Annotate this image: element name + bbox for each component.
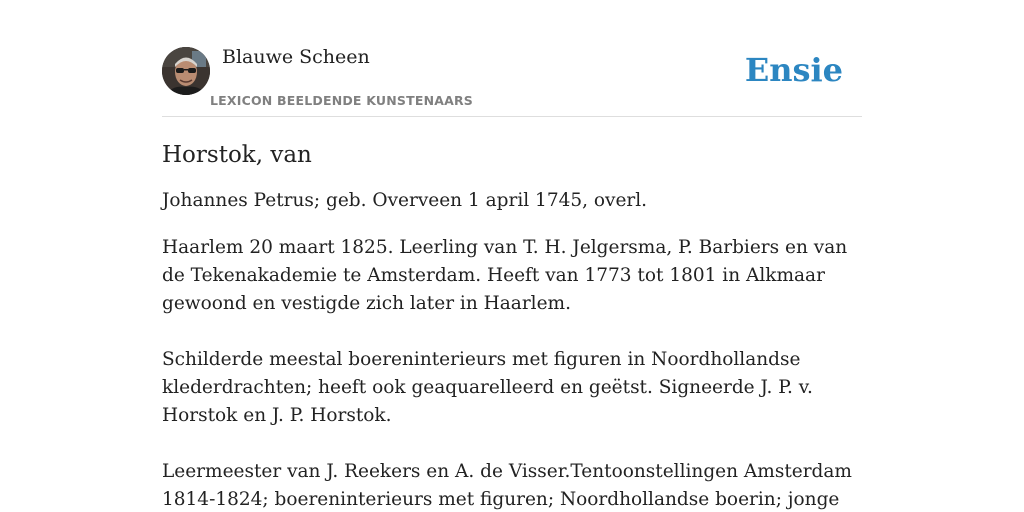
article	[162, 138, 862, 512]
entry-intro: Johannes Petrus; geb. Overveen 1 april 1745, overl.	[162, 190, 648, 211]
entry-title: Horstok, van	[162, 142, 312, 168]
avatar-photo-icon	[162, 47, 210, 95]
entry-paragraph: Leermeester van J. Reekers en A. de Visser.Tentoonstellingen Amsterdam 1814-1824; boereninterieurs met figuren; Noordhollandse boerin; jonge	[162, 461, 852, 510]
collection-label[interactable]: LEXICON BEELDENDE KUNSTENAARS	[210, 93, 474, 108]
author-avatar[interactable]	[162, 47, 210, 95]
header	[162, 0, 862, 117]
brand-logo[interactable]: Ensie	[744, 51, 843, 89]
entry-paragraph: Schilderde meestal boereninterieurs met figuren in Noordhollandse klederdrachten; heeft ook geaquarelleerd en geëtst. Signeerde J. P. v. Horstok en J. P. Horstok.	[162, 349, 813, 426]
entry-paragraph: Haarlem 20 maart 1825. Leerling van T. H. Jelgersma, P. Barbiers en van de Tekenakademie te Amsterdam. Heeft van 1773 tot 1801 in Alkmaar gewoond en vestigde zich later in Haarlem.	[162, 237, 848, 314]
author-name[interactable]: Blauwe Scheen	[222, 46, 370, 68]
